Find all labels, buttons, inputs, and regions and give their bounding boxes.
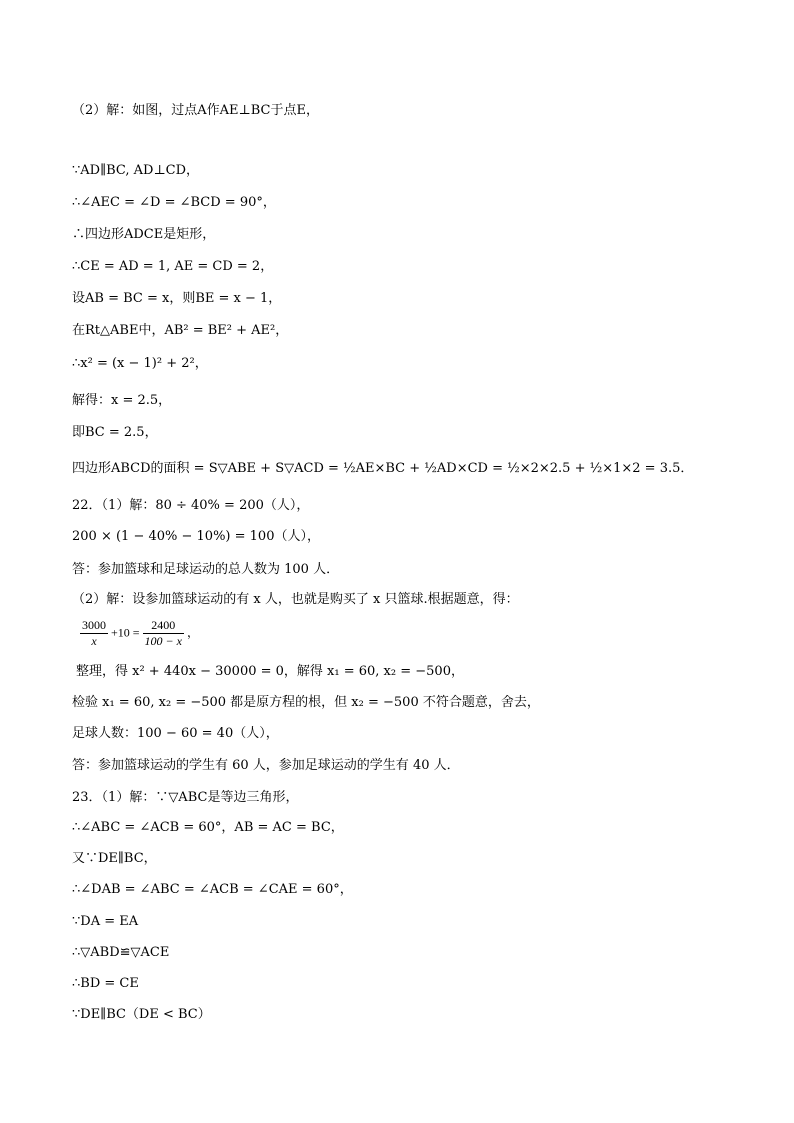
line-l01: （2）解：如图，过点A作AE⊥BC于点E， <box>72 103 319 118</box>
line-l06: 设AB = BC = x，则BE = x − 1， <box>72 291 282 306</box>
line-l14: 答：参加篮球和足球运动的总人数为 100 人． <box>72 562 340 577</box>
line-l26: ∴▽ABD≌▽ACE <box>72 945 170 960</box>
line-l10: 即BC = 2.5， <box>72 425 158 440</box>
fraction-left <box>80 618 108 649</box>
equation-tail: ， <box>186 625 199 640</box>
equation-fraction <box>80 618 199 649</box>
line-l02: ∵AD∥BC, AD⊥CD， <box>72 163 200 178</box>
line-l09: 解得：x = 2.5， <box>72 393 172 408</box>
line-l12: 22．（1）解：80 ÷ 40% = 200（人）， <box>72 498 310 513</box>
line-l24: ∴∠DAB = ∠ABC = ∠ACB = ∠CAE = 60°， <box>72 882 353 897</box>
line-l08: ∴x² = (x − 1)² + 2²， <box>72 356 208 371</box>
line-l04: ∴四边形ADCE是矩形， <box>72 227 216 242</box>
line-l21: 23．（1）解：∵▽ABC是等边三角形， <box>72 790 299 805</box>
fraction-right-denominator: 100 − x <box>144 634 182 648</box>
line-l15: （2）解：设参加篮球运动的有 x 人，也就是购买了 x 只篮球.根据题意，得： <box>72 592 519 607</box>
line-l20: 答：参加篮球运动的学生有 60 人，参加足球运动的学生有 40 人． <box>72 758 460 773</box>
line-l03: ∴∠AEC = ∠D = ∠BCD = 90°， <box>72 195 276 210</box>
fraction-left-denominator: x <box>91 634 97 648</box>
line-l27: ∴BD = CE <box>72 976 139 991</box>
line-l05: ∴CE = AD = 1, AE = CD = 2， <box>72 259 274 274</box>
line-l07: 在Rt△ABE中，AB² = BE² + AE²， <box>72 323 289 338</box>
fraction-right-numerator: 2400 <box>143 618 184 634</box>
line-l11: 四边形ABCD的面积 = S▽ABE + S▽ACD = ½AE×BC + ½AD×CD = ½×2×2.5 + ½×1×2 = 3.5． <box>72 461 694 476</box>
line-l17: 整理，得 x² + 440x − 30000 = 0，解得 x₁ = 60, x₂ = −500， <box>76 664 464 679</box>
equation-operator: +10 = <box>111 625 140 640</box>
line-l23: 又∵DE∥BC， <box>72 851 157 866</box>
line-l18: 检验 x₁ = 60, x₂ = −500 都是原方程的根，但 x₂ = −500 不符合题意，舍去， <box>72 695 540 710</box>
fraction-right <box>143 618 184 649</box>
line-l13: 200 × (1 − 40% − 10%) = 100（人）， <box>72 529 320 544</box>
line-l25: ∵DA = EA <box>72 914 139 929</box>
fraction-left-numerator: 3000 <box>82 618 106 632</box>
line-l19: 足球人数：100 − 60 = 40（人）， <box>72 726 279 741</box>
line-l22: ∴∠ABC = ∠ACB = 60°，AB = AC = BC， <box>72 820 344 835</box>
line-l28: ∵DE∥BC（DE < BC） <box>72 1007 211 1022</box>
